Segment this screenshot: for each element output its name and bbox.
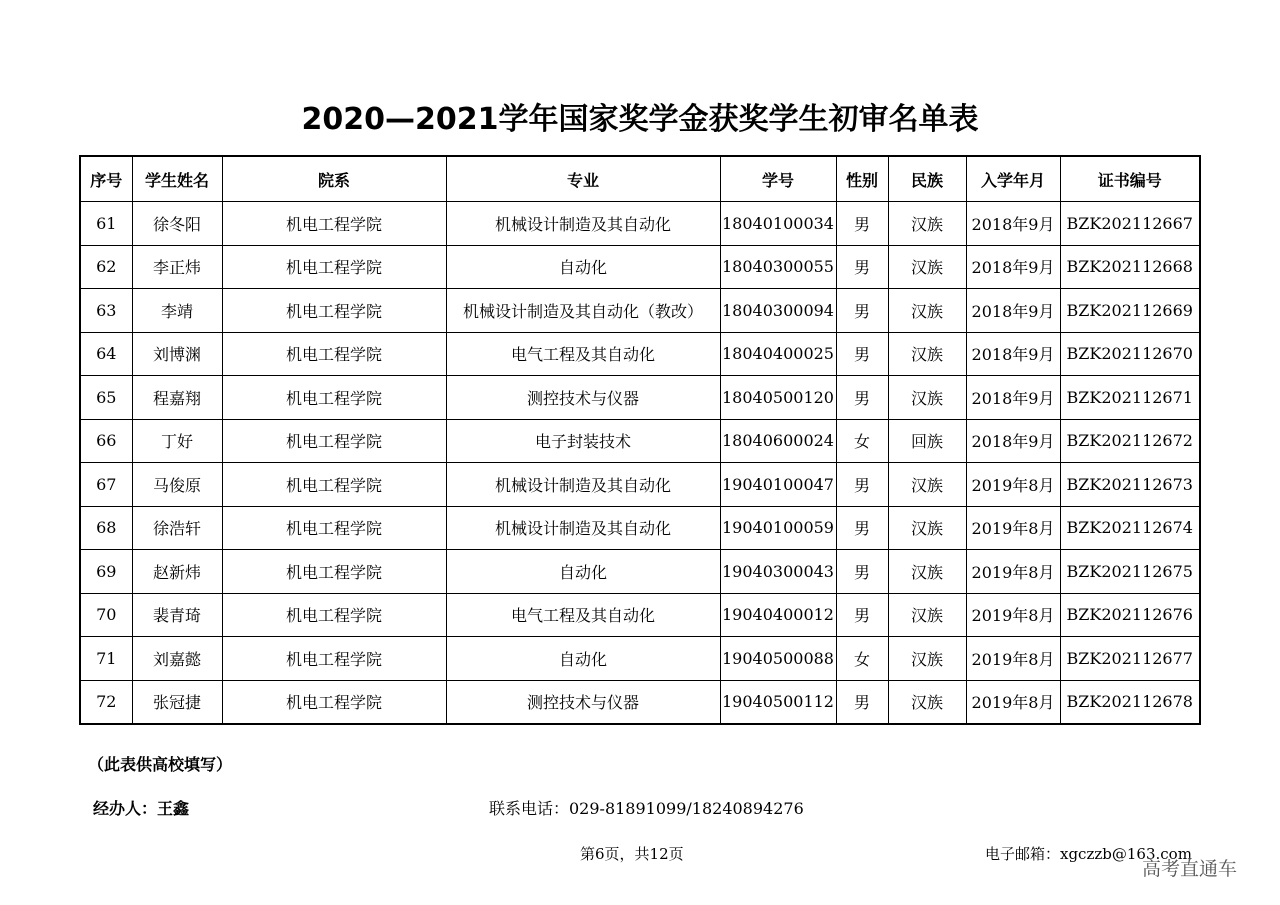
cell-student-id: 18040400025	[720, 332, 836, 376]
cell-index: 65	[80, 376, 132, 420]
contact-phone: 联系电话：029-81891099/18240894276	[489, 799, 804, 818]
table-row	[80, 202, 1200, 246]
cell-department: 机电工程学院	[222, 419, 446, 463]
cell-name: 张冠捷	[132, 680, 222, 724]
cell-certificate: BZK202112667	[1060, 202, 1200, 246]
cell-ethnicity: 汉族	[888, 376, 966, 420]
cell-certificate: BZK202112668	[1060, 245, 1200, 289]
cell-index: 64	[80, 332, 132, 376]
cell-student-id: 18040600024	[720, 419, 836, 463]
cell-certificate: BZK202112676	[1060, 593, 1200, 637]
cell-ethnicity: 汉族	[888, 637, 966, 681]
cell-major: 自动化	[446, 245, 720, 289]
cell-name: 刘博渊	[132, 332, 222, 376]
header-department: 院系	[222, 156, 446, 202]
cell-major: 自动化	[446, 637, 720, 681]
cell-index: 66	[80, 419, 132, 463]
cell-ethnicity: 汉族	[888, 245, 966, 289]
cell-name: 程嘉翔	[132, 376, 222, 420]
cell-index: 69	[80, 550, 132, 594]
cell-index: 71	[80, 637, 132, 681]
cell-certificate: BZK202112675	[1060, 550, 1200, 594]
cell-enrollment: 2018年9月	[966, 202, 1060, 246]
cell-gender: 女	[836, 637, 888, 681]
cell-gender: 男	[836, 245, 888, 289]
cell-department: 机电工程学院	[222, 332, 446, 376]
cell-department: 机电工程学院	[222, 680, 446, 724]
header-enrollment: 入学年月	[966, 156, 1060, 202]
cell-gender: 男	[836, 376, 888, 420]
cell-name: 徐浩轩	[132, 506, 222, 550]
table-row	[80, 463, 1200, 507]
cell-department: 机电工程学院	[222, 593, 446, 637]
table-row	[80, 680, 1200, 724]
header-ethnicity: 民族	[888, 156, 966, 202]
cell-ethnicity: 汉族	[888, 680, 966, 724]
cell-enrollment: 2019年8月	[966, 550, 1060, 594]
cell-major: 电子封装技术	[446, 419, 720, 463]
cell-ethnicity: 汉族	[888, 593, 966, 637]
cell-gender: 男	[836, 506, 888, 550]
table-row	[80, 245, 1200, 289]
cell-index: 70	[80, 593, 132, 637]
cell-ethnicity: 汉族	[888, 463, 966, 507]
cell-certificate: BZK202112670	[1060, 332, 1200, 376]
cell-department: 机电工程学院	[222, 506, 446, 550]
cell-ethnicity: 汉族	[888, 202, 966, 246]
cell-ethnicity: 汉族	[888, 332, 966, 376]
cell-ethnicity: 汉族	[888, 506, 966, 550]
header-index: 序号	[80, 156, 132, 202]
table-row	[80, 419, 1200, 463]
cell-enrollment: 2019年8月	[966, 680, 1060, 724]
cell-enrollment: 2019年8月	[966, 593, 1060, 637]
cell-major: 机械设计制造及其自动化	[446, 463, 720, 507]
cell-name: 徐冬阳	[132, 202, 222, 246]
cell-index: 62	[80, 245, 132, 289]
cell-enrollment: 2018年9月	[966, 245, 1060, 289]
cell-student-id: 18040300094	[720, 289, 836, 333]
cell-name: 马俊原	[132, 463, 222, 507]
cell-index: 67	[80, 463, 132, 507]
cell-gender: 男	[836, 463, 888, 507]
cell-department: 机电工程学院	[222, 637, 446, 681]
header-certificate: 证书编号	[1060, 156, 1200, 202]
cell-enrollment: 2018年9月	[966, 289, 1060, 333]
cell-enrollment: 2018年9月	[966, 332, 1060, 376]
table-row	[80, 289, 1200, 333]
cell-student-id: 19040300043	[720, 550, 836, 594]
header-student-id: 学号	[720, 156, 836, 202]
cell-index: 61	[80, 202, 132, 246]
cell-enrollment: 2019年8月	[966, 463, 1060, 507]
cell-enrollment: 2019年8月	[966, 506, 1060, 550]
cell-certificate: BZK202112677	[1060, 637, 1200, 681]
header-major: 专业	[446, 156, 720, 202]
cell-ethnicity: 回族	[888, 419, 966, 463]
cell-student-id: 19040100059	[720, 506, 836, 550]
handler-label: 经办人：王鑫	[93, 799, 190, 818]
cell-major: 自动化	[446, 550, 720, 594]
cell-student-id: 19040100047	[720, 463, 836, 507]
cell-certificate: BZK202112673	[1060, 463, 1200, 507]
cell-certificate: BZK202112674	[1060, 506, 1200, 550]
watermark-text: 高考直通车	[1142, 858, 1238, 880]
table-row	[80, 332, 1200, 376]
cell-student-id: 19040400012	[720, 593, 836, 637]
award-roster-table	[79, 155, 1201, 725]
cell-enrollment: 2018年9月	[966, 376, 1060, 420]
cell-student-id: 18040300055	[720, 245, 836, 289]
header-name: 学生姓名	[132, 156, 222, 202]
cell-index: 68	[80, 506, 132, 550]
cell-major: 机械设计制造及其自动化	[446, 506, 720, 550]
cell-gender: 男	[836, 593, 888, 637]
cell-name: 裴青琦	[132, 593, 222, 637]
cell-gender: 男	[836, 289, 888, 333]
form-note: （此表供高校填写）	[88, 755, 233, 774]
cell-index: 72	[80, 680, 132, 724]
page-title: 2020—2021学年国家奖学金获奖学生初审名单表	[301, 102, 979, 137]
table-row	[80, 376, 1200, 420]
cell-major: 测控技术与仪器	[446, 680, 720, 724]
cell-major: 机械设计制造及其自动化（教改）	[446, 289, 720, 333]
cell-student-id: 18040500120	[720, 376, 836, 420]
cell-gender: 男	[836, 332, 888, 376]
cell-ethnicity: 汉族	[888, 550, 966, 594]
cell-major: 测控技术与仪器	[446, 376, 720, 420]
cell-name: 刘嘉懿	[132, 637, 222, 681]
table-row	[80, 550, 1200, 594]
page-number: 第6页，共12页	[580, 845, 684, 863]
cell-certificate: BZK202112669	[1060, 289, 1200, 333]
cell-department: 机电工程学院	[222, 550, 446, 594]
cell-department: 机电工程学院	[222, 376, 446, 420]
cell-department: 机电工程学院	[222, 289, 446, 333]
cell-name: 李正炜	[132, 245, 222, 289]
cell-gender: 男	[836, 680, 888, 724]
table-row	[80, 637, 1200, 681]
cell-student-id: 19040500112	[720, 680, 836, 724]
cell-ethnicity: 汉族	[888, 289, 966, 333]
cell-student-id: 18040100034	[720, 202, 836, 246]
table-header-row	[80, 156, 1200, 202]
table-row	[80, 593, 1200, 637]
cell-name: 赵新炜	[132, 550, 222, 594]
contact-email: 电子邮箱：xgczzb@163.com	[985, 845, 1192, 863]
cell-enrollment: 2018年9月	[966, 419, 1060, 463]
cell-gender: 男	[836, 550, 888, 594]
cell-certificate: BZK202112671	[1060, 376, 1200, 420]
cell-major: 电气工程及其自动化	[446, 593, 720, 637]
header-gender: 性别	[836, 156, 888, 202]
cell-gender: 男	[836, 202, 888, 246]
cell-name: 李靖	[132, 289, 222, 333]
cell-certificate: BZK202112672	[1060, 419, 1200, 463]
cell-department: 机电工程学院	[222, 463, 446, 507]
cell-department: 机电工程学院	[222, 245, 446, 289]
cell-name: 丁好	[132, 419, 222, 463]
cell-major: 机械设计制造及其自动化	[446, 202, 720, 246]
cell-department: 机电工程学院	[222, 202, 446, 246]
table-row	[80, 506, 1200, 550]
cell-enrollment: 2019年8月	[966, 637, 1060, 681]
cell-certificate: BZK202112678	[1060, 680, 1200, 724]
cell-student-id: 19040500088	[720, 637, 836, 681]
cell-major: 电气工程及其自动化	[446, 332, 720, 376]
cell-index: 63	[80, 289, 132, 333]
cell-gender: 女	[836, 419, 888, 463]
